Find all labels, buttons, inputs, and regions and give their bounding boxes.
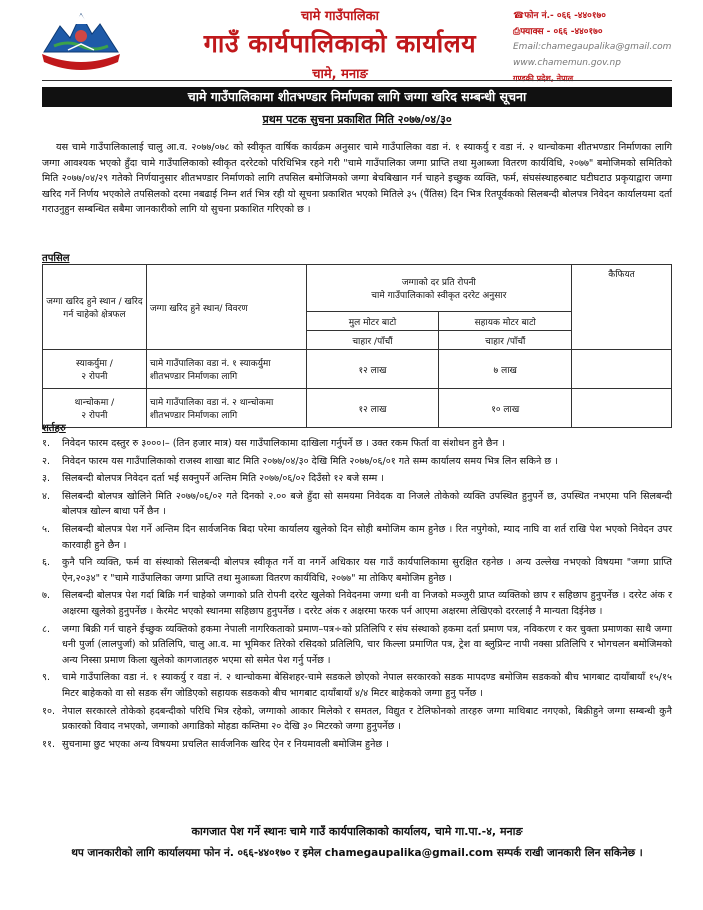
row-place: थान्चोकमा / २ रोपनी: [43, 389, 147, 428]
list-item: ४. सिलबन्दी बोलपत्र खोलिने मिति २०७७/०६/०२ गते दिनको २.०० बजे हुँदा सो समयमा निवेदक वा निजले तोकेको व्यक्ति उपस्थित हुनुपर्ने छ, उपस्थित नभएमा पनि सिलबन्दी बोलपत्र खोल्न बाधा पर्ने छैन ।: [42, 490, 672, 518]
fax-icon: ⎙: [513, 26, 521, 37]
col-desc-header: जग्गा खरिद हुने स्थान/ विवरण: [146, 265, 306, 350]
list-item: २. निवेदन फारम यस गाउँपालिकाको राजस्व शाखा बाट मिति २०७७/०४/३० देखि मिति २०७७/०६/०१ गते सम्म कार्यालय समय भित्र लिन सकिने छ ।: [42, 455, 558, 467]
phone-number: ☎फोन नं.- ०६६ -४४०१७०: [513, 11, 606, 21]
terms-label: शर्तहरु: [42, 423, 66, 434]
email-address[interactable]: Email:chamegaupalika@gmail.com: [513, 42, 672, 52]
header-top-line: चामे गाउँपालिका: [300, 9, 379, 24]
list-item: १०. नेपाल सरकारले तोकेको हदबन्दीको परिधि भित्र रहेको, जग्गाको आकार मिलेको र समतल, विद्युत र टेलिफोनको तारहरु जग्गा माथिबाट नगएको, बिक्रीहुने जग्गा सम्बन्धी कुनै प्रकारको विवाद नभएको, जग्गाको अगाडिको मोहडा कम्तिमा २० देखि ३० मिटरको जग्गा हुनुपर्नेछ ।: [42, 705, 672, 733]
office-title: गाउँ कार्यपालिकाको कार्यालय: [203, 29, 477, 58]
list-item: ७. सिलबन्दी बोलपत्र पेश गर्दा बिक्रि गर्न चाहेको जग्गाको प्रति रोपनी दररेट खुलेको निवेदनमा जग्गा धनी वा निजको मञ्जुरी प्राप्त व्यक्तिको छाप र सहिछाप हुनुपर्नेछ । दररेट अंक र अक्षरमा खुलेको हुनुपर्नेछ । केरमेट भएको स्थानमा सहिछाप हुनुपर्नेछ । दररेट अंक र अक्षरमा फरक पर्न आएमा अक्षरमा लेखिएको दररलाई नै मान्यता दिईनेछ ।: [42, 590, 672, 617]
row-main-rate: १२ लाख: [306, 389, 439, 428]
row-desc: चामे गाउँपालिका वडा नं. २ थान्चोकमा शीतभण्डार निर्माणका लागि: [146, 389, 306, 428]
col-side-road-sub: चाहार /पाँचौं: [439, 331, 572, 350]
col-place-header: जग्गा खरिद हुने स्थान / खरिद गर्न चाहेको क्षेत्रफल: [43, 265, 147, 350]
land-rate-table: [42, 264, 672, 428]
publication-date-line: प्रथम पटक सुचना प्रकाशित मिति २०७७/०४/३०: [262, 113, 452, 126]
header-divider: [42, 80, 672, 81]
row-desc: चामे गाउँपालिका वडा नं. १ स्याकर्युमा शीतभण्डार निर्माणका लागि: [146, 350, 306, 389]
phone-icon: ☎: [513, 11, 525, 21]
list-item: ६. कुनै पनि व्यक्ति, फर्म वा संस्थाको सिलबन्दी बोलपत्र स्वीकृत गर्ने वा नगर्ने अधिकार यस गाउँ कार्यपालिकामा सुरक्षित रहनेछ । अन्य उल्लेख नभएको विषयमा "जग्गा प्राप्ति ऐन,२०३४" र "चामे गाउँपालिका जग्गा प्राप्ति तथा मुआब्जा वितरण कार्यविधि, २०७७" मा तोकिए बमोजिम हुनेछ ।: [42, 557, 672, 584]
office-location: चामे, मनाङ: [312, 67, 368, 82]
col-rate-header: जग्गाको दर प्रति रोपनी चामे गाउँपालिकाको स्वीकृत दररेट अनुसार: [306, 265, 572, 312]
contact-block: [513, 9, 698, 87]
list-item: ११. सुचनामा छुट भएका अन्य विषयमा प्रचलित सार्वजनिक खरिद ऐन र नियमावली बमोजिम हुनेछ ।: [42, 738, 389, 750]
municipality-emblem-icon: [38, 6, 124, 76]
website-address[interactable]: www.chamemun.gov.np: [513, 57, 621, 68]
row-side-rate: १० लाख: [439, 389, 572, 428]
schedule-label: तपसिल: [42, 253, 70, 264]
row-side-rate: ७ लाख: [439, 350, 572, 389]
list-item: ९. चामे गाउँपालिका वडा नं. १ स्याकर्यु र वडा नं. २ थान्चोकमा बेसिशहर-चामे सडकले छोएको नेपाल सरकारको सडक मापदण्ड बमोजिम सडकको बीच भागबाट दायाँबायाँ १५/१५ मिटर बाहेकको वा सो सडक सँग जोडिएको सहायक सडकको बीच भागबाट दायाँबायाँ ४/४ मिटर बाहेकको जग्गा हुनु पर्नेछ ।: [42, 672, 672, 699]
table-row: [43, 350, 672, 389]
letterhead: [0, 0, 703, 86]
col-remark-header: कैफियत: [572, 265, 672, 350]
row-main-rate: १२ लाख: [306, 350, 439, 389]
contact-footer: थप जानकारीको लागि कार्यालयमा फोन नं. ०६६-४४०१७० र इमेल chamegaupalika@gmail.com सम्पर्क राखी जानकारी लिन सकिनेछ ।: [71, 847, 643, 859]
submission-place: कागजात पेश गर्ने स्थानः चामे गाउँ कार्यपालिकाको कार्यालय, चामे गा.पा.-४, मनाङ: [191, 825, 523, 838]
col-main-road-header: मुल मोटर बाटो: [306, 312, 439, 331]
row-remark: [572, 389, 672, 428]
list-item: ५. सिलबन्दी बोलपत्र पेश गर्ने अन्तिम दिन सार्वजनिक बिदा परेमा कार्यालय खुलेको दिन सोही बमोजिम काम हुनेछ । रित नपुगेको, म्याद नाघि वा शर्त राखि पेश भएको निवेदन उपर कारवाही हुने छैन ।: [42, 523, 672, 551]
list-item: १. निवेदन फारम दस्तुर रु ३०००।– (तिन हजार मात्र) यस गाउँपालिकामा दाखिला गर्नुपर्ने छ । उक्त रकम फिर्ता वा संशोधन हुने छैन ।: [42, 438, 505, 449]
province-text: गण्डकी प्रदेश, नेपाल: [513, 74, 574, 83]
col-side-road-header: सहायक मोटर बाटो: [439, 312, 572, 331]
terms-list: [42, 436, 672, 754]
row-remark: [572, 350, 672, 389]
list-item: ३. सिलबन्दी बोलपत्र निवेदन दर्ता भई सक्नुपर्ने अन्तिम मिति २०७७/०६/०२ दिउँसो १२ बजे सम्म ।: [42, 473, 384, 485]
list-item: ८. जग्गा बिक्री गर्न चाहने ईच्छुक व्यक्तिको हकमा नेपाली नागरिकताको प्रमाण–पत्र÷को प्रतिलिपि र संघ संस्थाको हकमा दर्ता प्रमाण पत्र, नविकरण र कर चुक्ता प्रमाणका साथै जग्गा धनी पुर्जा (लालपुर्जा) को प्रतिलिपि, चालु आ.व. मा भूमिकर तिरेको रसिदको प्रतिलिपि, चार किल्ला प्रमाणित पत्र, ट्रेश वा ब्लुप्रिन्ट नापी नक्सा प्रतिलिपि र भोगचलन बमोजिमको अन्य निस्सा प्रमाण किला खुलेको कागजातहरु भएमा सो समेत पेश गर्नु पर्नेछ ।: [42, 623, 672, 666]
row-place: स्याकर्युमा / २ रोपनी: [43, 350, 147, 389]
notice-intro-paragraph: यस चामे गाउँपालिकालाई चालु आ.व. २०७७/०७८ को स्वीकृत वार्षिक कार्यक्रम अनुसार चामे गाउँपालिका वडा नं. १ स्याकर्यु र वडा नं. २ थान्चोकमा शीतभण्डार निर्माणका लागि जग्गा आवश्यक भएको हुँदा चामे गाउँपालिकाको स्वीकृत दररेटको परिधिभित्र रहने गरी "चामे गाउँपालिका जग्गा प्राप्ति तथा मुआब्जा वितरण कार्यविधि, २०७७" बमोजिमको समितिको मिति २०७७/०४/२९ गतेको निर्णयानुसार शीतभण्डार निर्माणको लागि तपसिल बमोजिमको जग्गा बेचबिखान गर्न चाहने इच्छुक व्यक्ति, फर्म, संघसंस्थाहरुबाट घटीघटाउ प्रकृयाद्वारा जग्गा खरिद गर्ने निर्णय भएकोले तपसिलको दरमा नबढाई निम्न शर्त भित्र रही यो सूचना प्रकाशित भएको मितिले ३५ (पैंतिस) दिन भित्र रितपूर्वकको सिलबन्दी बोलपत्र निवेदन कार्यालयमा दर्ता गराउनुहुन सम्बन्धित सबैमा जानकारीको लागि यो सुचना प्रकाशित गरिएको छ ।: [42, 142, 672, 215]
table-row: [43, 389, 672, 428]
col-main-road-sub: चाहार /पाँचौं: [306, 331, 439, 350]
fax-number: ⎙फ्याक्स - ०६६ -४४०१७०: [513, 26, 603, 37]
notice-title-banner: चामे गाउँपालिकामा शीतभण्डार निर्माणका लागि जग्गा खरिद सम्बन्धी सूचना: [42, 87, 672, 107]
